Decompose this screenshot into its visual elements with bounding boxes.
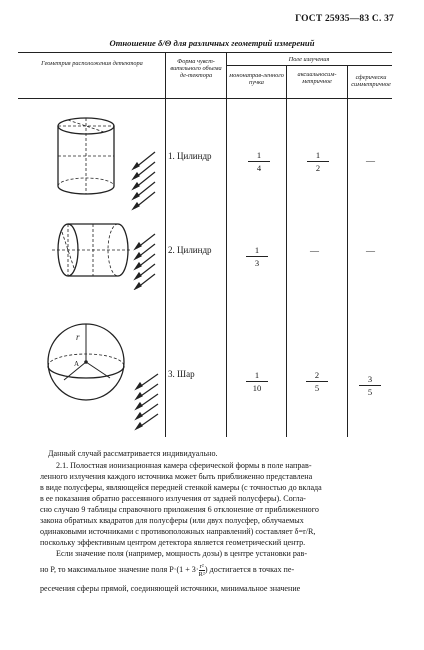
row1-mono-numerator: 1 [248,150,270,162]
row2-form: 2. Цилиндр [168,245,212,255]
body-line-last: ресечения сферы прямой, соединяющей источники, минимальное значение [40,584,301,593]
col-header-field: Поле излучения [288,56,330,63]
body-line-10: Если значение поля (например, мощность дозы) в центре установки рав- [56,549,308,558]
table-title: Отношение δ/Θ для различных геометрий измерений [109,38,315,48]
row3-spherical-denominator: 5 [367,387,373,397]
body-line-7: закона обратных квадратов для полусферы (или двух полусфер, облучаемых [40,516,304,525]
body-line-5: в ее показания обратно рассеянного излучения от задней полусферы). Согла- [40,494,306,503]
formula-right-paren: ) [204,565,208,574]
body-formula-line [40,561,294,579]
row2-mono-fraction [246,245,268,268]
row1-axial-numerator: 1 [307,150,329,162]
row3-axial-fraction [306,370,328,393]
row1-spherical-value: — [366,156,375,166]
col-header-spherical: сферически симметричное [351,74,391,88]
formula-p: P· [169,565,177,574]
row3-form: 3. Шар [168,369,195,379]
col-header-mono: мононаправ-ленного пучка [229,72,284,86]
row3-spherical-numerator: 3 [359,374,381,386]
formula-left-paren: (1 + 3· [176,565,199,574]
row2-spherical-value: — [366,246,375,256]
row3-axial-denominator: 5 [314,383,320,393]
formula-line-suffix: достигается в точках пе- [209,565,295,574]
row3-spherical-fraction [359,374,381,397]
row1-axial-denominator: 2 [315,163,321,173]
row3-mono-fraction [246,370,268,393]
cylinder-horizontal-diagram [38,214,160,290]
body-line-2: 2.1. Полостная ионизационная камера сферической формы в поле направ- [56,461,312,470]
col-header-geometry: Геометрия расположения детектора [41,60,143,67]
body-line-3: ленного излучения каждого источника может быть приближенно представлена [40,472,313,481]
body-line-8: одинаковыми источниками с противоположных направлений) составляет δ=r/R, [40,527,316,536]
row1-mono-fraction [248,150,270,173]
sphere-diagram [38,316,162,436]
body-line-4: в виде полусферы, являющейся передней стенкой камеры (с точностью до вклада [40,483,322,492]
radius-label: r [76,332,80,342]
cylinder-vertical-diagram [38,108,160,212]
formula-numerator: r² [199,562,204,570]
col-header-axial: аксиальносим-метричное [297,71,337,85]
body-line-9: поскольку эффективным центром детектора является геометрический центр. [40,538,306,547]
row3-mono-denominator: 10 [252,383,262,393]
row3-axial-numerator: 2 [306,370,328,382]
row1-axial-fraction [307,150,329,173]
row3-mono-numerator: 1 [246,370,268,382]
row2-mono-numerator: 1 [246,245,268,257]
body-line-1: Данный случай рассматривается индивидуально. [48,449,218,458]
body-line-6: сно случаю 9 таблицы справочного приложения 6 отклонение от приближенного [40,505,319,514]
row1-form: 1. Цилиндр [168,151,212,161]
row2-mono-denominator: 3 [254,258,260,268]
col-header-form: Форма чувст-вительного объема де-тектора [170,58,222,79]
formula-line-prefix: но P, то максимальное значение поля [40,565,168,574]
row1-mono-denominator: 4 [256,163,262,173]
row2-axial-value: — [310,246,319,256]
formula-denominator: R² [198,570,205,578]
center-label: A [74,360,80,368]
page-header: ГОСТ 25935—83 С. 37 [295,14,394,24]
